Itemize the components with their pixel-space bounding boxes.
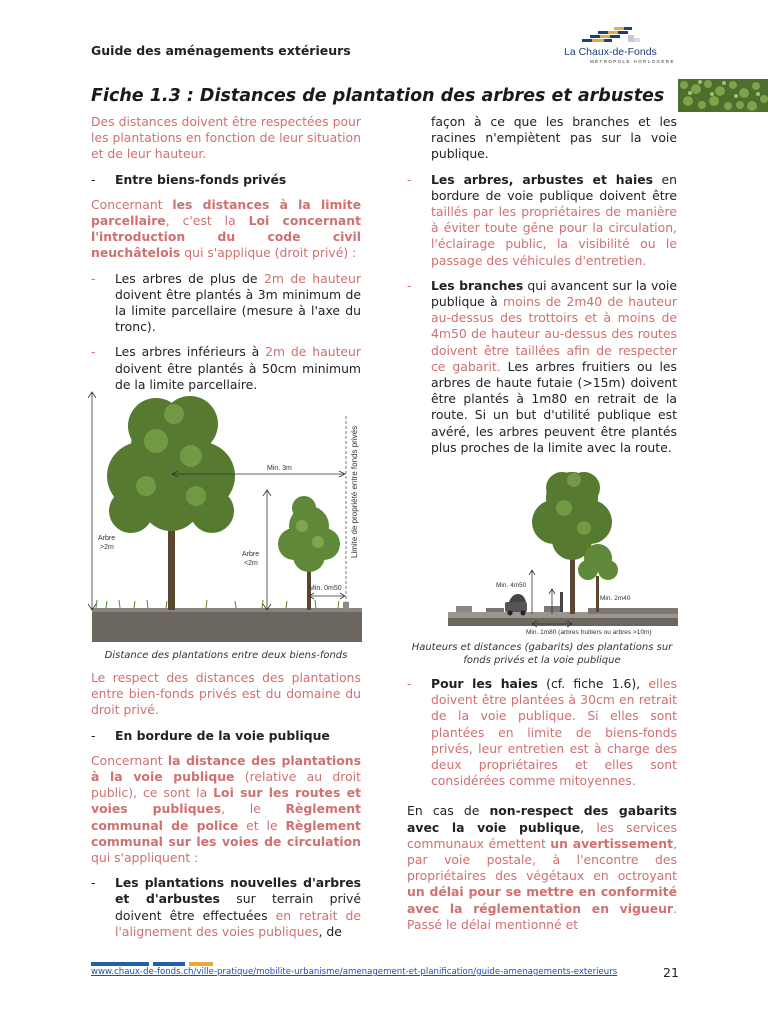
non-respect-paragraph bbox=[407, 803, 677, 933]
text-run: Pour les haies bbox=[431, 676, 538, 691]
text-run: Les arbres, arbustes et haies bbox=[431, 171, 653, 187]
text-run: , par voie postale, à l'encontre des propriétaires des végétaux en octroyant bbox=[407, 835, 678, 884]
text-run: En cas de bbox=[407, 803, 490, 819]
page-number: 21 bbox=[663, 965, 679, 980]
section-heading-private: - Entre biens-fonds privés bbox=[91, 171, 287, 187]
continuation-paragraph: façon à ce que les branches et les racines n'empiètent pas sur la voie publique. bbox=[431, 114, 677, 162]
page-title: Fiche 1.3 : Distances de plantation des arbres et arbustes bbox=[91, 86, 665, 106]
text-run: les distances à la limite parcellaire bbox=[91, 196, 361, 229]
figure-caption-left: Distance des plantations entre deux biens-fonds bbox=[104, 650, 348, 661]
text-run: , c'est la bbox=[165, 213, 249, 229]
text-run: Concernant bbox=[91, 752, 168, 768]
bullet-hedges: - Pour les haies (cf. fiche 1.6), elles doivent être plantées à 30cm en retrait de la voie publique. Si elles sont plantées en limite de biens-fonds privés, leur entretien est à charge des deux propriétaires et elles sont considérées comme mitoyennes. bbox=[407, 676, 677, 789]
label-arbre-lt-2: <2m bbox=[244, 560, 258, 567]
label-min-1m80: Min. 1m80 (arbres fruitiers ou arbres >10m) bbox=[526, 629, 652, 636]
logo-subtitle: MÉTROPOLE HORLOGÈRE bbox=[590, 59, 675, 64]
text-run: et le bbox=[238, 817, 286, 833]
text-run: les services communaux émettent bbox=[407, 819, 677, 851]
text-run: (cf. fiche 1.6), bbox=[537, 676, 649, 691]
right-column-bottom bbox=[407, 676, 677, 942]
text-run: Loi sur les routes et voies publiques bbox=[91, 785, 361, 817]
text-run: (relative au droit public), ce sont la bbox=[91, 769, 361, 801]
footer-url-link[interactable]: www.chaux-de-fonds.ch/ville-pratique/mobilite-urbanisme/amenagement-et-planification/guide-amenagements-exterieurs bbox=[91, 967, 618, 977]
header-title: Guide des aménagements extérieurs bbox=[91, 43, 351, 58]
private-law-paragraph bbox=[91, 197, 361, 262]
text-run: 2m de hauteur bbox=[263, 270, 361, 286]
logo-mark bbox=[562, 24, 678, 46]
respect-paragraph: Le respect des distances des plantations entre bien-fonds privés est du domaine du droit privé. bbox=[91, 670, 361, 718]
left-column-bottom bbox=[91, 670, 361, 949]
text-run: Les arbres de plus de bbox=[115, 270, 264, 286]
text-run: Les arbres fruitiers ou les arbres de haute futaie (>15m) doivent être plantés à 1m80 en retrait de la route. Si un but d'utilité publique est avéré, les arbres peuvent être plantés plus proches de la limite avec la route. bbox=[431, 358, 677, 455]
public-law-paragraph bbox=[91, 753, 361, 866]
text-run: Règlement communal de police bbox=[91, 801, 362, 833]
text-run: Concernant bbox=[91, 196, 173, 212]
text-run: Loi concernant l'introduction du code civil neuchâtelois bbox=[91, 213, 361, 261]
text-run: . Passé le délai mentionné et bbox=[407, 900, 677, 932]
label-min-4m50: Min. 4m50 bbox=[496, 582, 527, 589]
figure-public-road-clearances bbox=[448, 458, 680, 638]
text-run: doivent être plantés à 50cm minimum de la limite parcellaire. bbox=[115, 360, 361, 392]
section-heading-public-text: En bordure de la voie publique bbox=[115, 727, 330, 743]
text-run: Les plantations nouvelles d'arbres et d'arbustes bbox=[115, 875, 361, 907]
label-min-2m40: Min. 2m40 bbox=[600, 595, 631, 602]
figure-private-distances bbox=[86, 386, 364, 644]
bullet-trees-over-2m: - Les arbres de plus de 2m de hauteur doivent être plantés à 3m minimum de la limite parcellaire (mesure à l'axe du tronc). bbox=[91, 270, 361, 335]
label-min-0m50: Min. 0m50 bbox=[309, 585, 342, 592]
text-run: qui avancent sur la voie publique à bbox=[431, 277, 677, 310]
text-run: qui s'appliquent : bbox=[91, 850, 199, 866]
text-run: non-respect des gabarits avec la voie publique bbox=[407, 803, 677, 835]
text-run: sur terrain privé doivent être effectuées bbox=[115, 891, 362, 923]
label-arbre-lt-1: Arbre bbox=[242, 551, 260, 558]
text-run: en bordure de voie publique doivent être bbox=[431, 171, 677, 203]
intro-paragraph: Des distances doivent être respectées pour les plantations en fonction de leur situation et de leur hauteur. bbox=[91, 114, 361, 162]
figure-caption-right: Hauteurs et distances (gabarits) des plantations sur fonds privés et la voie publique bbox=[411, 642, 673, 666]
text-run: Les branches bbox=[431, 277, 524, 293]
text-run: , de bbox=[318, 923, 342, 939]
text-run: qui s'applique (droit privé) : bbox=[180, 245, 357, 261]
logo-name: La Chaux-de-Fonds bbox=[564, 46, 657, 58]
text-run: un délai pour se mettre en conformité avec la réglementation en vigueur bbox=[407, 884, 677, 916]
text-run: en retrait de l'alignement des voies publiques bbox=[115, 907, 361, 939]
text-run: 2m de hauteur bbox=[265, 344, 361, 360]
text-run: un avertissement bbox=[550, 835, 674, 851]
text-run: , le bbox=[221, 801, 286, 817]
section-heading-private-text: Entre biens-fonds privés bbox=[115, 171, 287, 187]
section-heading-public: - En bordure de la voie publique bbox=[91, 727, 330, 743]
left-column-top bbox=[91, 114, 361, 402]
city-logo bbox=[562, 24, 678, 68]
text-run: taillés par les propriétaires de manière à éviter toute gêne pour la circulation, l'éclairage public, la visibilité ou le passage des véhicules d'entretien. bbox=[431, 204, 677, 268]
text-run: Règlement communal sur les voies de circulation bbox=[91, 817, 361, 849]
bullet-new-plantings: - Les plantations nouvelles d'arbres et d'arbustes sur terrain privé doivent être effectuées en retrait de l'alignement des voies publiques, de bbox=[91, 875, 362, 939]
text-run: elles doivent être plantées à 30cm en retrait de la voie publique. Si elles sont plantées en limite de biens-fonds privés, leur entretien est à charge des deux propriétaires et elles sont considérées comme mitoyennes. bbox=[431, 676, 677, 789]
bullet-trees-shrubs-hedges: - Les arbres, arbustes et haies en bordure de voie publique doivent être taillés par les propriétaires de manière à éviter toute gêne pour la circulation, l'éclairage public, la visibilité ou le passage des véhicules d'entretien. bbox=[407, 171, 677, 268]
bullet-branches: - Les branches qui avancent sur la voie publique à moins de 2m40 de hauteur au-dessus des trottoirs et à moins de 4m50 de hauteur au-dessus des routes doivent être taillées afin de respecter ce gabarit. Les arbres fruitiers ou les arbres de haute futaie (>15m) doivent être plantés à 1m80 en retrait de la route. Si un but d'utilité publique est avéré, les arbres peuvent être plantés plus proches de la limite avec la route. bbox=[407, 277, 677, 455]
right-column-top bbox=[407, 114, 677, 465]
text-run: , bbox=[580, 819, 597, 835]
label-arbre-gt-2: >2m bbox=[100, 544, 114, 551]
label-property-limit: Limite de propriété entre fonds privés bbox=[350, 425, 359, 558]
leaf-texture-image bbox=[678, 79, 768, 112]
text-run: la distance des plantations à la voie publique bbox=[91, 752, 361, 785]
bullet-trees-under-2m: - Les arbres inférieurs à 2m de hauteur doivent être plantés à 50cm minimum de la limite parcellaire. bbox=[91, 344, 361, 392]
text-run: Les arbres inférieurs à bbox=[115, 344, 266, 360]
text-run: doivent être plantés à 3m minimum de la limite parcellaire (mesure à l'axe du tronc). bbox=[115, 286, 361, 335]
label-min-3m: Min. 3m bbox=[267, 465, 292, 472]
text-run: moins de 2m40 de hauteur au-dessus des trottoirs et à moins de 4m50 de hauteur au-dessus des routes doivent être taillées afin de respecter ce gabarit. bbox=[431, 294, 677, 374]
label-arbre-gt-1: Arbre bbox=[98, 535, 116, 542]
